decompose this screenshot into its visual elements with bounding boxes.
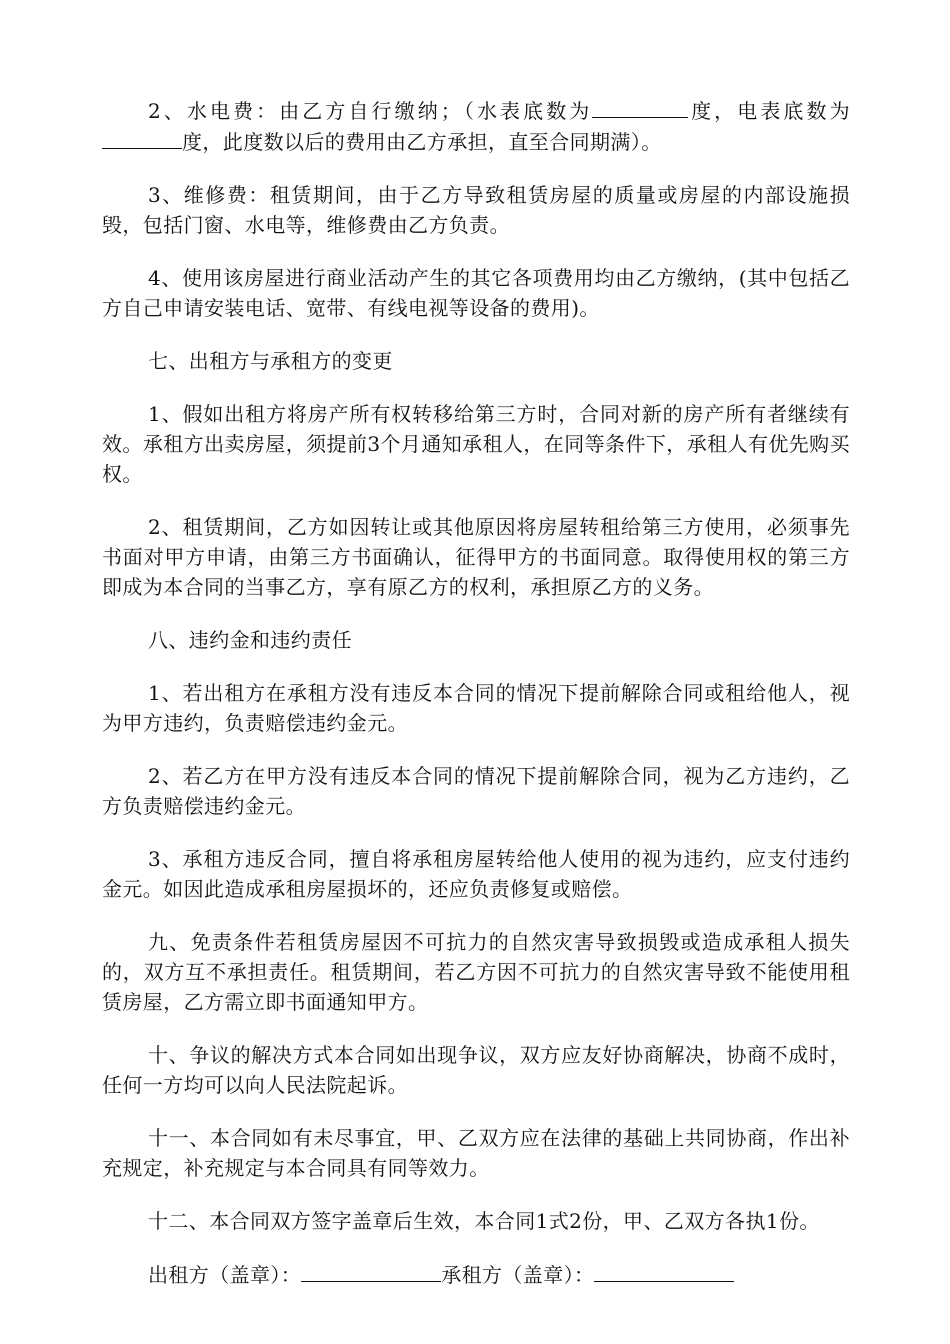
section-12-clause: 十二、本合同双方签字盖章后生效，本合同1式2份，甲、乙双方各执1份。	[148, 1209, 820, 1233]
signature-row	[102, 1259, 850, 1290]
section-11-clause: 十一、本合同如有未尽事宜，甲、乙双方应在法律的基础上共同协商，作出补充规定，补充规定与本合同具有同等效力。	[102, 1126, 850, 1180]
lessor-seal-label: 出租方（盖章）：	[148, 1263, 302, 1287]
electric-meter-blank	[102, 126, 182, 149]
lessee-seal-label: 承租方（盖章）：	[441, 1263, 595, 1287]
section-10-clause: 十、争议的解决方式本合同如出现争议，双方应友好协商解决，协商不成时，任何一方均可以向人民法院起诉。	[102, 1043, 850, 1097]
section-8-item-1: 1、若出租方在承租方没有违反本合同的情况下提前解除合同或租给他人，视为甲方违约，负责赔偿违约金元。	[102, 681, 850, 735]
utilities-clause	[102, 95, 850, 157]
section-9-clause: 九、免责条件若租赁房屋因不可抗力的自然灾害导致损毁或造成承租人损失的，双方互不承担责任。租赁期间，若乙方因不可抗力的自然灾害导致不能使用租赁房屋，乙方需立即书面通知甲方。	[102, 930, 850, 1014]
section-8-item-2: 2、若乙方在甲方没有违反本合同的情况下提前解除合同，视为乙方违约，乙方负责赔偿违约金元。	[102, 764, 850, 818]
lessee-signature-blank	[594, 1259, 734, 1282]
contract-body	[102, 95, 850, 1290]
section-7-heading: 七、出租方与承租方的变更	[148, 349, 393, 373]
section-8-item-3: 3、承租方违反合同，擅自将承租房屋转给他人使用的视为违约，应支付违约金元。如因此造成承租房屋损坏的，还应负责修复或赔偿。	[102, 847, 850, 901]
utilities-text-3: 度，此度数以后的费用由乙方承担，直至合同期满）。	[182, 130, 662, 154]
lessor-signature-blank	[301, 1259, 441, 1282]
section-8-heading: 八、违约金和违约责任	[148, 628, 352, 652]
water-meter-blank	[592, 95, 688, 118]
utilities-text-2: 度，电表底数为	[688, 99, 850, 123]
other-fees-clause: 4、使用该房屋进行商业活动产生的其它各项费用均由乙方缴纳，(其中包括乙方自己申请安装电话、宽带、有线电视等设备的费用)。	[102, 266, 850, 320]
section-7-item-2: 2、租赁期间，乙方如因转让或其他原因将房屋转租给第三方使用，必须事先书面对甲方申请，由第三方书面确认，征得甲方的书面同意。取得使用权的第三方即成为本合同的当事乙方，享有原乙方的权利，承担原乙方的义务。	[102, 515, 850, 599]
repair-clause: 3、维修费：租赁期间，由于乙方导致租赁房屋的质量或房屋的内部设施损毁，包括门窗、水电等，维修费由乙方负责。	[102, 183, 850, 237]
section-7-item-1: 1、假如出租方将房产所有权转移给第三方时，合同对新的房产所有者继续有效。承租方出卖房屋，须提前3个月通知承租人，在同等条件下，承租人有优先购买权。	[102, 402, 850, 486]
utilities-text-1: 2、水电费：由乙方自行缴纳；（水表底数为	[148, 99, 593, 123]
